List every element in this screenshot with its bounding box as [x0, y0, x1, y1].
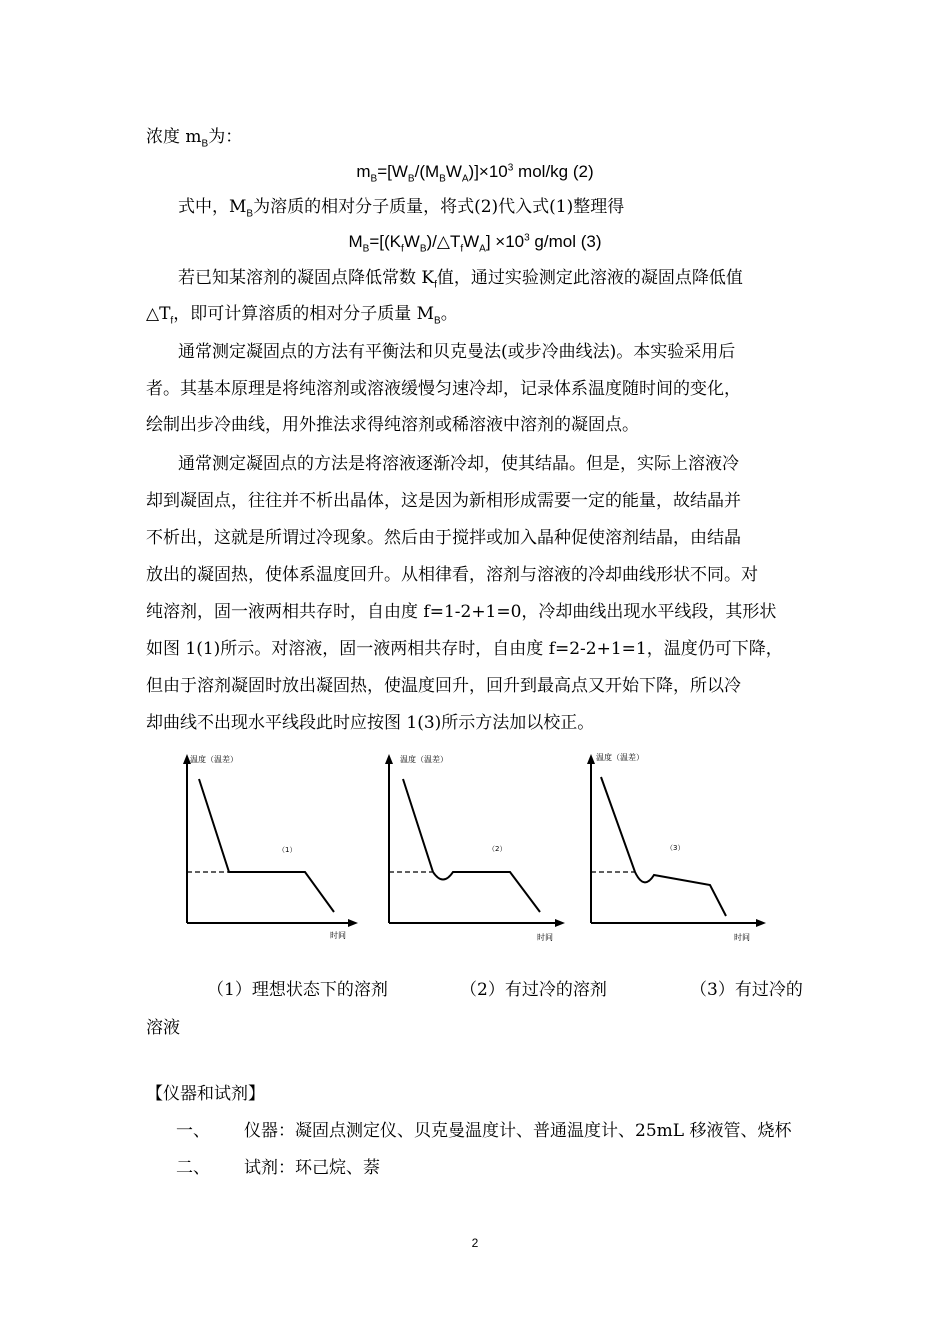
- equation-2: $m_B=[W_B/(M_BW_A)]\times 10^3$ mol/kg (2): [356, 162, 594, 185]
- curve-tag: （2）: [488, 845, 507, 853]
- figure-caption-1: （1）理想状态下的溶剂: [207, 980, 388, 1000]
- paragraph-method-line: 者。其基本原理是将纯溶剂或溶液缓慢匀速冷却，记录体系温度随时间的变化，: [146, 379, 741, 399]
- paragraph-supercool-line: 放出的凝固热，使体系温度回升。从相律看，溶剂与溶液的冷却曲线形状不同。对: [146, 565, 758, 585]
- y-axis-label: 温度（温差）: [400, 755, 448, 764]
- x-axis-label: 时间: [330, 931, 346, 940]
- paragraph-supercool-line: 纯溶剂，固一液两相共存时，自由度 f=1-2+1=0，冷却曲线出现水平线段，其形状: [146, 602, 777, 622]
- y-axis-label: 温度（温差）: [596, 753, 644, 762]
- paragraph-supercool-line: 却到凝固点，往往并不析出晶体，这是因为新相形成需要一定的能量，故结晶并: [146, 491, 741, 511]
- section-title: 【仪器和试剂】: [146, 1084, 265, 1104]
- curve-tag: （1）: [278, 846, 297, 854]
- list-item-text: 仪器：凝固点测定仪、贝克曼温度计、普通温度计、25mL 移液管、烧杯: [244, 1121, 792, 1141]
- cooling-curve: [601, 777, 726, 916]
- x-axis-label: 时间: [537, 933, 553, 942]
- y-axis-arrow: [385, 754, 393, 764]
- cooling-curve-figure-1: [172, 748, 372, 949]
- figure-caption-3: （3）有过冷的: [690, 980, 803, 1000]
- text-line-concentration: 浓度 $m_B$为：: [146, 127, 243, 150]
- paragraph-kf-line2: $\triangle T_f$，即可计算溶质的相对分子质量 $M_B$。: [146, 304, 458, 327]
- x-axis-arrow: [348, 919, 358, 927]
- paragraph-method-line: 绘制出步冷曲线，用外推法求得纯溶剂或稀溶液中溶剂的凝固点。: [146, 415, 639, 435]
- list-item-text: 试剂：环己烷、萘: [244, 1158, 380, 1178]
- cooling-curve-figure-3: [582, 748, 782, 949]
- paragraph-method-line: 通常测定凝固点的方法有平衡法和贝克曼法(或步冷曲线法)。本实验采用后: [178, 342, 736, 362]
- paragraph-supercool-line: 不析出，这就是所谓过冷现象。然后由于搅拌或加入晶种促使溶剂结晶，由结晶: [146, 528, 741, 548]
- paragraph-kf-line1: 若已知某溶剂的凝固点降低常数 $K_f$值，通过实验测定此溶液的凝固点降低值: [178, 268, 743, 291]
- x-axis-arrow: [756, 919, 766, 927]
- figure-caption-2: （2）有过冷的溶剂: [460, 980, 607, 1000]
- equation-3: $M_B=[(K_fW_B)/\triangle T_fW_A] \times 10^3$ g/mol (3): [348, 232, 602, 255]
- x-axis-label: 时间: [734, 933, 750, 942]
- cooling-curve-figure-2: [377, 748, 577, 949]
- text-line-where: 式中，$M_B$为溶质的相对分子质量，将式(2)代入式(1)整理得: [178, 197, 625, 220]
- paragraph-supercool-line: 通常测定凝固点的方法是将溶液逐渐冷却，使其结晶。但是，实际上溶液冷: [178, 454, 739, 474]
- page-number: 2: [471, 1236, 479, 1250]
- cooling-curve: [403, 779, 540, 912]
- cooling-curve: [199, 779, 334, 912]
- paragraph-supercool-line: 却曲线不出现水平线段此时应按图 1(3)所示方法加以校正。: [146, 713, 595, 733]
- x-axis-arrow: [555, 919, 565, 927]
- paragraph-supercool-line: 如图 1(1)所示。对溶液，固一液两相共存时，自由度 f=2-2+1=1，温度仍可下降，: [146, 639, 783, 659]
- figure-caption-3-continued: 溶液: [146, 1018, 180, 1038]
- y-axis-label: 温度（温差）: [190, 755, 238, 764]
- y-axis-arrow: [587, 754, 595, 764]
- paragraph-supercool-line: 但由于溶剂凝固时放出凝固热，使温度回升，回升到最高点又开始下降，所以冷: [146, 676, 741, 696]
- list-item-number: 一、: [176, 1121, 210, 1141]
- curve-tag: （3）: [666, 844, 685, 852]
- list-item-number: 二、: [176, 1158, 210, 1178]
